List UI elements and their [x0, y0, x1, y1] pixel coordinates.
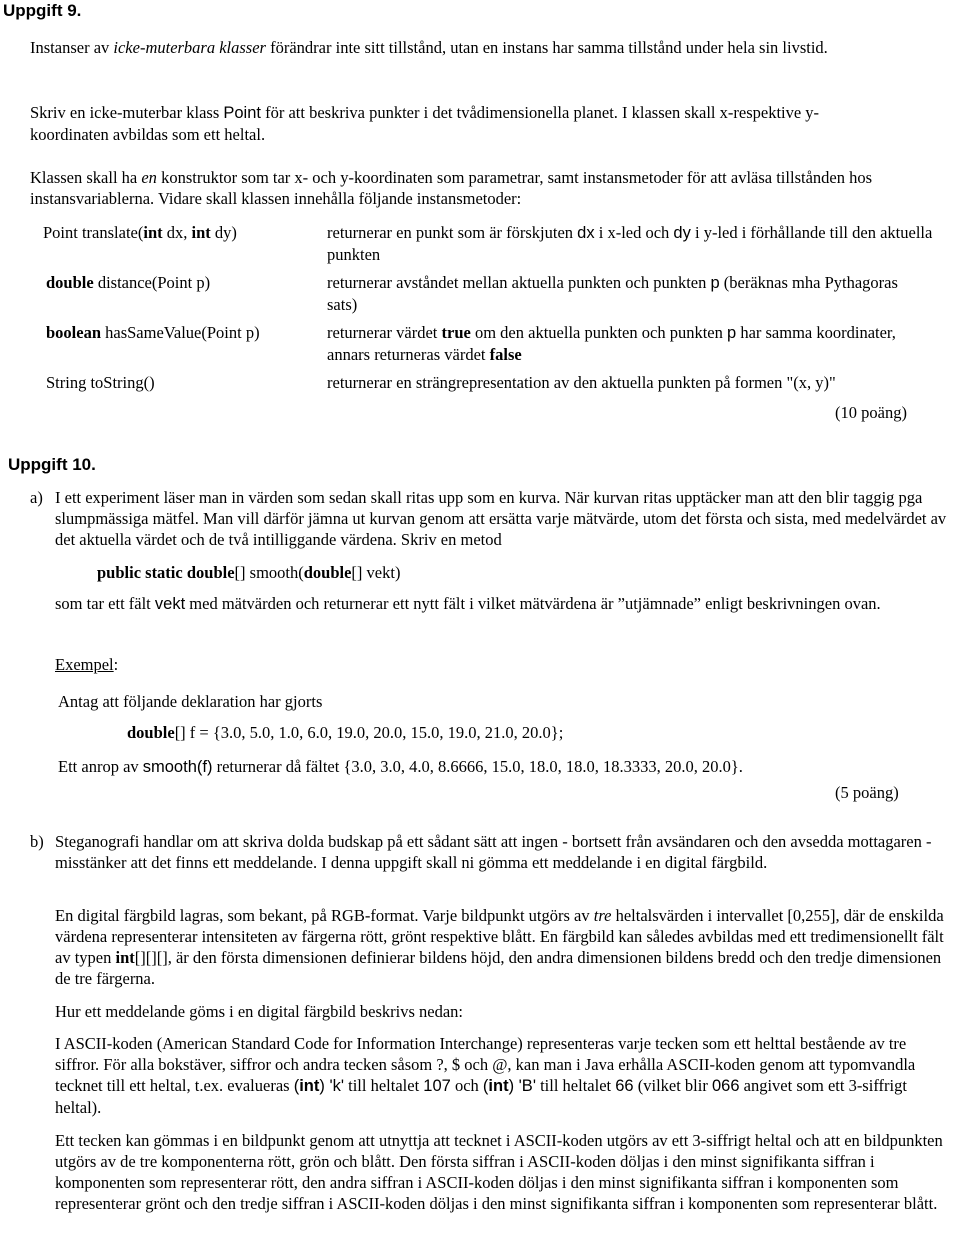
part-b-hiding-description: Ett tecken kan gömmas i en bildpunkt genom att utnyttja att tecknet i ASCII-koden utgörs av ett 3-siffrigt heltal och att en bildpunkten utgörs av de tre komponenterna rött, grön och blått. Den första siffran i ASCII-koden döljas i den minst signifikanta siffran i komponenten som representerar rött, den andra siffran i ASCII-koden döljas i den minst signifikanta siffran i komponenten som representerar grönt och den tredje siffran i ASCII-koden döljas i den minst signifikanta siffran i komponenten som representerar blått.	[55, 1131, 943, 1213]
task9-intro: Instanser av icke-muterbara klasser förändrar inte sitt tillstånd, utan en instans har samma tillstånd under hela sin livstid.	[30, 38, 828, 57]
task10-heading: Uppgift 10.	[8, 455, 96, 474]
example-assume: Antag att följande deklaration har gjorts	[58, 692, 323, 711]
method-translate-description: returnerar en punkt som är förskjuten dx i x-led och dy i y-led i förhållande till den aktuella punkten	[327, 223, 933, 264]
part-b-label: b)	[30, 832, 44, 851]
task10a-points: (5 poäng)	[835, 783, 899, 802]
task9-heading: Uppgift 9.	[3, 1, 82, 20]
part-b-ascii-description: I ASCII-koden (American Standard Code for Information Interchange) representeras varje tecken som ett helttal bestående av tre siffror. För alla bokstäver, siffror och andra tecken såsom ?, $ och @, kan man i Java erhålla ASCII-koden genom att typomvandla tecknet till ett heltal, t.ex. evalueras (int) 'k' till heltalet 107 och (int) 'B' till heltalet 66 (vilket blir 066 angivet som ett 3-siffrigt heltal).	[55, 1034, 916, 1117]
example-call-result: Ett anrop av smooth(f) returnerar då fältet {3.0, 3.0, 4.0, 8.6666, 15.0, 18.0, 18.0, 18.3333, 20.0, 20.0}.	[58, 757, 743, 776]
method-distance-signature: double distance(Point p)	[46, 273, 211, 292]
smooth-signature: public static double[] smooth(double[] vekt)	[97, 563, 401, 582]
method-tostring-signature: String toString()	[46, 373, 155, 392]
part-a-description: I ett experiment läser man in värden som sedan skall ritas upp som en kurva. När kurvan ritas upptäcker man att den blir taggig pga slumpmässiga mätfel. Man vill därför jämna ut kurvan genom att ersätta varje mätvärde, utom det första och sista, med medelvärdet av det aktuella värdet och de två intilliggande värdena. Skriv en metod	[55, 488, 947, 549]
part-b-rgb-description: En digital färgbild lagras, som bekant, på RGB-format. Varje bildpunkt utgörs av tre heltalsvärden i intervallet [0,255], där de enskilda värdena representerar intensiteten av färgerna rött, grönt respektive blått. En färgbild kan således avbildas med ett tredimensionellt fält av typen int[][][], är den första dimensionen definierar bildens höjd, den andra dimensionen bildens bredd och den tredje dimensionen de tre färgerna.	[55, 906, 944, 988]
part-b-how-hidden: Hur ett meddelande göms i en digital färgbild beskrivs nedan:	[55, 1002, 463, 1021]
part-a-label: a)	[30, 488, 43, 507]
task9-points: (10 poäng)	[835, 403, 907, 422]
part-a-continuation: som tar ett fält vekt med mätvärden och returnerar ett nytt fält i vilket mätvärdena är ”utjämnade” enligt beskrivningen ovan.	[55, 594, 881, 613]
method-translate-signature: Point translate(int dx, int dy)	[43, 223, 237, 242]
method-hassamevalue-signature: boolean hasSameValue(Point p)	[46, 323, 260, 342]
task9-class-description: Skriv en icke-muterbar klass Point för att beskriva punkter i det tvådimensionella planet. I klassen skall x-respektive y-koordinaten avbildas som ett heltal.	[30, 103, 820, 144]
task9-constructor-description: Klassen skall ha en konstruktor som tar x- och y-koordinaten som parametrar, samt instansmetoder för att avläsa tillstånden hos instansvariablerna. Vidare skall klassen innehålla följande instansmetoder:	[30, 168, 873, 208]
part-b-intro: Steganografi handlar om att skriva dolda budskap på ett sådant sätt att ingen - bortsett från avsändaren och den avsedda mottagaren - misstänker att det finns ett meddelande. I denna uppgift skall ni gömma ett meddelande i en digital färgbild.	[55, 832, 932, 872]
example-declaration: double[] f = {3.0, 5.0, 1.0, 6.0, 19.0, 20.0, 15.0, 19.0, 21.0, 20.0};	[127, 723, 564, 742]
example-label: Exempel:	[55, 655, 119, 674]
method-tostring-description: returnerar en strängrepresentation av den aktuella punkten på formen "(x, y)"	[327, 373, 836, 392]
method-distance-description: returnerar avståndet mellan aktuella punkten och punkten p (beräknas mha Pythagoras sats)	[327, 273, 898, 314]
method-hassamevalue-description: returnerar värdet true om den aktuella punkten och punkten p har samma koordinater, annars returneras värdet false	[327, 323, 896, 364]
